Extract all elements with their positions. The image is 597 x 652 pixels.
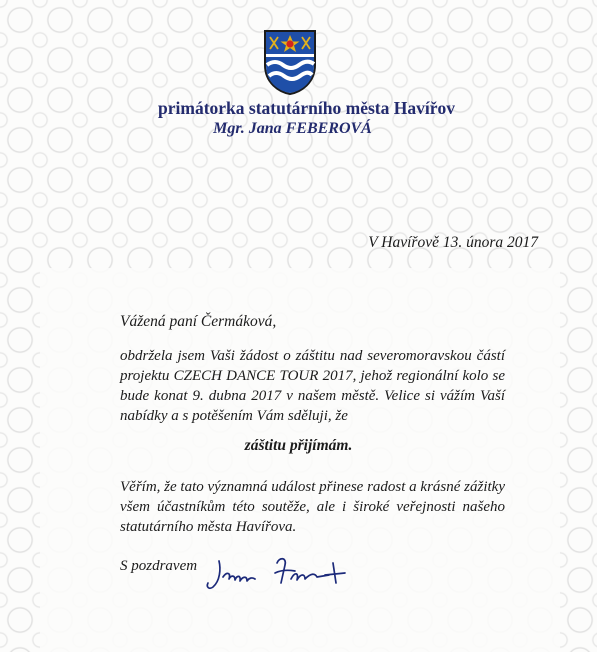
closing-phrase: S pozdravem xyxy=(120,558,198,574)
signature-icon xyxy=(205,553,355,593)
office-title: primátorka statutárního města Havířov xyxy=(158,98,455,118)
wish-paragraph: Věřím, že tato významná událost přinese radost a krásné zážitky všem účastníkům této soutěže, ale i široké veřejnosti našeho statutárního města Havířova. xyxy=(120,479,505,535)
acceptance-statement: záštitu přijímám. xyxy=(244,437,353,454)
text-area-background xyxy=(40,268,560,652)
salutation: Vážená paní Čermáková, xyxy=(120,313,277,330)
request-paragraph: obdržela jsem Vaši žádost o záštitu nad severomoravskou částí projektu CZECH DANCE TOUR 2017, jehož regionální kolo se bude konat 9. dubna 2017 v našem městě. Velice si vážím Vaší nabídky a s potěšením Vám sděluji, že xyxy=(120,348,505,424)
mayor-name: Mgr. Jana FEBEROVÁ xyxy=(213,120,372,137)
coat-of-arms-icon xyxy=(263,29,317,95)
letter-date: V Havířově 13. února 2017 xyxy=(368,234,538,251)
